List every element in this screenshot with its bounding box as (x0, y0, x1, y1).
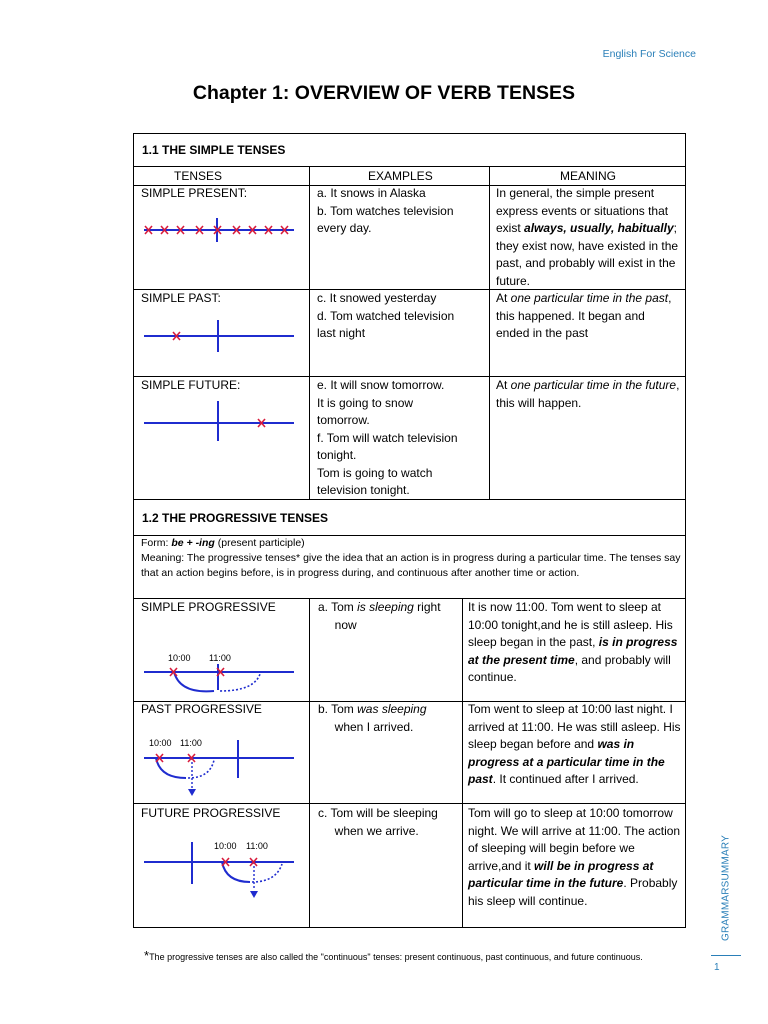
tense-name: SIMPLE PROGRESSIVE (141, 600, 276, 614)
section-heading: 1.2 THE PROGRESSIVE TENSES (142, 511, 329, 525)
tense-examples: e. It will snow tomorrow. It is going to snow tomorrow. f. Tom will watch television tonight. Tom is going to watch television tonight. (317, 378, 458, 497)
time-label: 10:00 (168, 653, 191, 663)
tense-meaning: In general, the simple present express events or situations that exist always, usually, habitually; they exist now, have existed in the past, and probably will exist in the future. (496, 186, 679, 288)
side-label-text: GRAMMARSUMMARY (720, 835, 732, 941)
form-line: Form: be + -ing (present participle) (141, 537, 305, 549)
column-header-examples: EXAMPLES (368, 169, 433, 183)
simple-progressive-timeline (142, 648, 302, 698)
future-progressive-timeline (142, 836, 302, 906)
tense-meaning: Tom went to sleep at 10:00 last night. I arrived at 11:00. He was still asleep. His sleep began before and was in progress at a particular time in the past. It continued after I arrived. (468, 702, 681, 786)
footnote-mark: * (144, 947, 150, 963)
section-heading: 1.1 THE SIMPLE TENSES (142, 143, 286, 157)
tense-examples: c. Tom will be sleeping when we arrive. (318, 806, 438, 838)
tense-meaning: At one particular time in the future, this will happen. (496, 378, 680, 410)
tense-examples: a. Tom is sleeping right now (318, 600, 441, 632)
time-label: 11:00 (209, 653, 231, 663)
tense-name: SIMPLE PAST: (141, 291, 221, 305)
tense-name: FUTURE PROGRESSIVE (141, 806, 281, 820)
time-label: 10:00 (149, 738, 172, 748)
tense-name: SIMPLE FUTURE: (141, 378, 241, 392)
tense-name: SIMPLE PRESENT: (141, 186, 248, 200)
side-label (716, 826, 736, 950)
footnote (144, 929, 704, 966)
time-label: 11:00 (180, 738, 202, 748)
tense-meaning: At one particular time in the past, this happened. It began and ended in the past (496, 291, 672, 340)
tense-meaning: It is now 11:00. Tom went to sleep at 10:00 tonight,and he is still asleep. His sleep began in the past, is in progress at the present time, and probably will continue. (468, 600, 678, 684)
tense-examples: a. It snows in Alaska b. Tom watches television every day. (317, 186, 454, 235)
tense-examples: c. It snowed yesterday d. Tom watched television last night (317, 291, 455, 340)
meaning-paragraph: Meaning: The progressive tenses* give the idea that an action is in progress during a particular time. The tenses say that an action begins before, is in progress during, and continuous after another time or action. (141, 552, 681, 579)
progressive-tenses-table (133, 499, 686, 928)
tense-examples: b. Tom was sleeping when I arrived. (318, 702, 427, 734)
simple-present-timeline (142, 214, 302, 244)
past-progressive-timeline (142, 734, 302, 804)
page-number-rule (711, 955, 741, 956)
tense-meaning: Tom will go to sleep at 10:00 tomorrow night. We will arrive at 11:00. The action of sleeping will begin before we arrive,and it will be in progress at particular time in the future. Probably his sleep will continue. (468, 806, 681, 908)
time-label: 11:00 (246, 841, 268, 851)
column-header-tenses: TENSES (174, 169, 223, 183)
simple-tenses-table (133, 133, 686, 500)
running-header: English For Science (602, 48, 696, 60)
chapter-title: Chapter 1: OVERVIEW OF VERB TENSES (192, 82, 576, 104)
page-number: 1 (714, 962, 720, 973)
column-header-meaning: MEANING (560, 169, 617, 183)
simple-future-timeline (142, 399, 302, 445)
simple-past-timeline (142, 316, 302, 356)
footnote-text: The progressive tenses are also called the "continuous" tenses: present continuous, past continuous, and future continuous. (149, 951, 643, 962)
tense-name: PAST PROGRESSIVE (141, 702, 262, 716)
time-label: 10:00 (214, 841, 237, 851)
